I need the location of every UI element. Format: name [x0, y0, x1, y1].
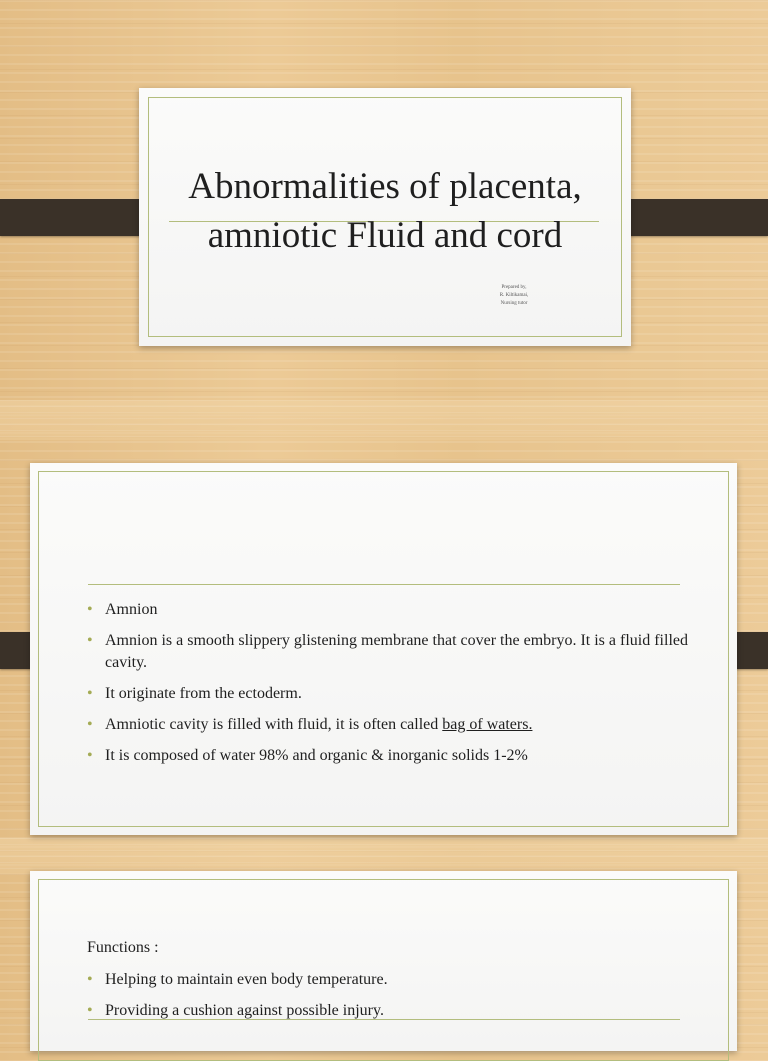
- title-slide: [139, 88, 631, 346]
- byline-author: R. Kiltikamai,: [499, 293, 529, 298]
- left-strap: [0, 199, 157, 236]
- wood-band: [0, 838, 768, 874]
- content-slide-functions: [30, 871, 737, 1051]
- right-strap: [613, 199, 768, 236]
- heading-rule: [88, 584, 680, 585]
- functions-bullet-list: [87, 969, 707, 1031]
- slide-title-line-1: Abnormalities of placenta,: [188, 166, 582, 207]
- list-item: • It is composed of water 98% and organic & inorganic solids 1-2%: [87, 745, 707, 767]
- bullet-icon: •: [87, 632, 93, 649]
- bullet-icon: •: [87, 716, 93, 733]
- heading-rule: [88, 1019, 680, 1020]
- bullet-icon: •: [87, 685, 93, 702]
- bullet-icon: •: [87, 747, 93, 764]
- bag-of-waters-term: bag of waters.: [442, 716, 533, 733]
- list-item: • Amniotic cavity is filled with fluid, it is often called bag of waters.: [87, 714, 707, 736]
- bullet-icon: •: [87, 601, 93, 618]
- byline: [479, 284, 549, 308]
- list-item: • Amnion is a smooth slippery glistening membrane that cover the embryo. It is a fluid filled cavity.: [87, 632, 688, 671]
- list-item: • Amnion: [87, 599, 707, 621]
- bullet-icon: •: [87, 1002, 93, 1019]
- amnion-bullet-list: [87, 599, 707, 776]
- list-item: • It originate from the ectoderm.: [87, 683, 707, 705]
- list-item: • Helping to maintain even body temperature.: [87, 969, 707, 991]
- byline-role: Nursing tutor: [500, 301, 528, 306]
- bullet-icon: •: [87, 971, 93, 988]
- byline-prepared: Prepared by,: [501, 285, 527, 290]
- wood-band: [0, 400, 768, 440]
- slide-title-line-2: amniotic Fluid and cord: [207, 215, 563, 256]
- content-slide-amnion: [30, 463, 737, 835]
- functions-heading: Functions :: [87, 939, 159, 956]
- list-item: • Providing a cushion against possible injury.: [87, 1000, 707, 1022]
